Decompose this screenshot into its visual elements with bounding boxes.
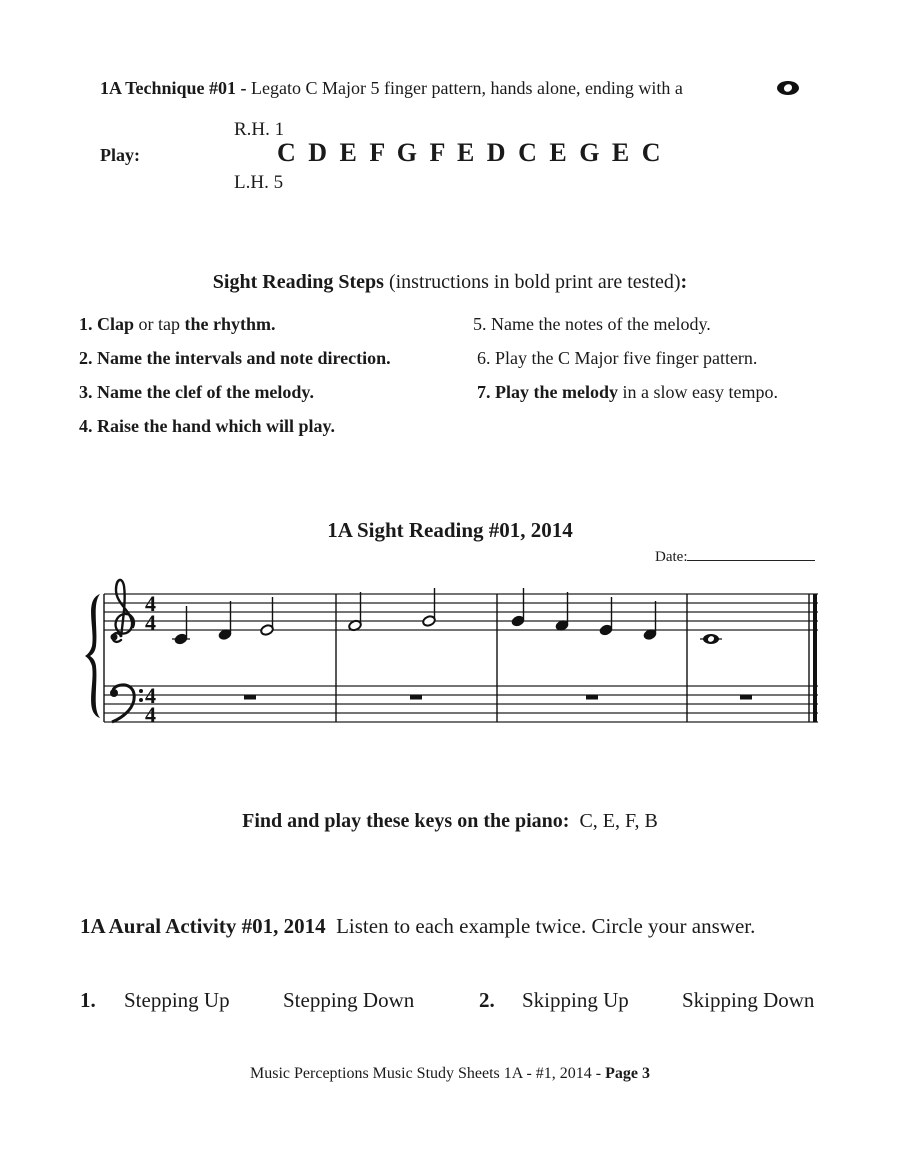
page-number: Page 3: [605, 1065, 650, 1082]
treble-clef-icon: [113, 580, 134, 642]
sight-reading-title: 1A Sight Reading #01, 2014: [327, 518, 573, 542]
step-1-bold-2: the rhythm.: [184, 314, 276, 334]
note-sequence: C D E F G F E D C E G E C: [277, 138, 661, 167]
step-3-bold: 3. Name the clef of the melody.: [79, 382, 314, 402]
right-hand-finger-label: R.H. 1: [234, 119, 285, 140]
bass-time-bottom: 4: [145, 702, 156, 727]
whole-rest-2: [410, 695, 422, 700]
step-2-bold: 2. Name the intervals and note direction.: [79, 348, 391, 368]
steps-heading-bold: Sight Reading Steps: [212, 271, 384, 293]
q1-option-stepping-up[interactable]: Stepping Up: [124, 988, 230, 1012]
aural-instructions: Listen to each example twice. Circle your answer.: [336, 914, 756, 938]
step-4-bold: 4. Raise the hand which will play.: [79, 416, 336, 436]
left-hand-finger-label: L.H. 5: [234, 172, 284, 193]
bass-rests: [244, 695, 752, 700]
whole-rest-4: [740, 695, 752, 700]
question-2-number-text: 2.: [479, 988, 495, 1012]
treble-staff: [104, 594, 818, 630]
step-6-plain: 6. Play the C Major five finger pattern.: [477, 348, 758, 368]
treble-time-bottom: 4: [145, 610, 156, 635]
keys-label: Find and play these keys on the piano:: [242, 810, 570, 832]
treble-time-top: 4: [145, 591, 156, 616]
play-label: Play:: [100, 145, 140, 165]
step-7-plain: in a slow easy tempo.: [618, 382, 778, 402]
step-7-bold: 7. Play the melody: [477, 382, 618, 402]
step-1-plain: or tap: [134, 314, 185, 334]
bass-staff: [104, 686, 818, 722]
aural-title: 1A Aural Activity #01, 2014: [80, 914, 326, 938]
aural-activity-heading: [80, 914, 755, 939]
q1-option-stepping-down[interactable]: Stepping Down: [283, 988, 415, 1012]
steps-heading-note: (instructions in bold print are tested): [383, 271, 681, 293]
technique-title: 1A Technique #01 -: [100, 78, 247, 98]
piano-keys-instruction: [0, 810, 900, 833]
q2-option-skipping-down[interactable]: Skipping Down: [682, 988, 815, 1012]
barlines: [104, 594, 815, 722]
date-label: Date:: [655, 549, 688, 565]
whole-rest-3: [586, 695, 598, 700]
bass-time-top: 4: [145, 683, 156, 708]
keys-values: C, E, F, B: [579, 810, 658, 832]
step-1-bold: 1. Clap: [79, 314, 135, 334]
page-footer: [0, 1065, 900, 1083]
footer-text: Music Perceptions Music Study Sheets 1A - #1, 2014 -: [250, 1065, 606, 1082]
grand-staff-brace: [85, 594, 100, 718]
steps-heading-colon: :: [680, 271, 688, 293]
question-2-number: [479, 988, 495, 1013]
question-1-number: [80, 988, 96, 1013]
q2-option-skipping-up[interactable]: Skipping Up: [522, 988, 629, 1012]
treble-clef-dot: [111, 634, 118, 641]
whole-rest-1: [244, 695, 256, 700]
step-5-plain: 5. Name the notes of the melody.: [473, 314, 711, 334]
question-1-number-text: 1.: [80, 988, 96, 1012]
melody-notes: [172, 588, 722, 645]
technique-description: Legato C Major 5 finger pattern, hands alone, ending with a: [251, 78, 683, 98]
